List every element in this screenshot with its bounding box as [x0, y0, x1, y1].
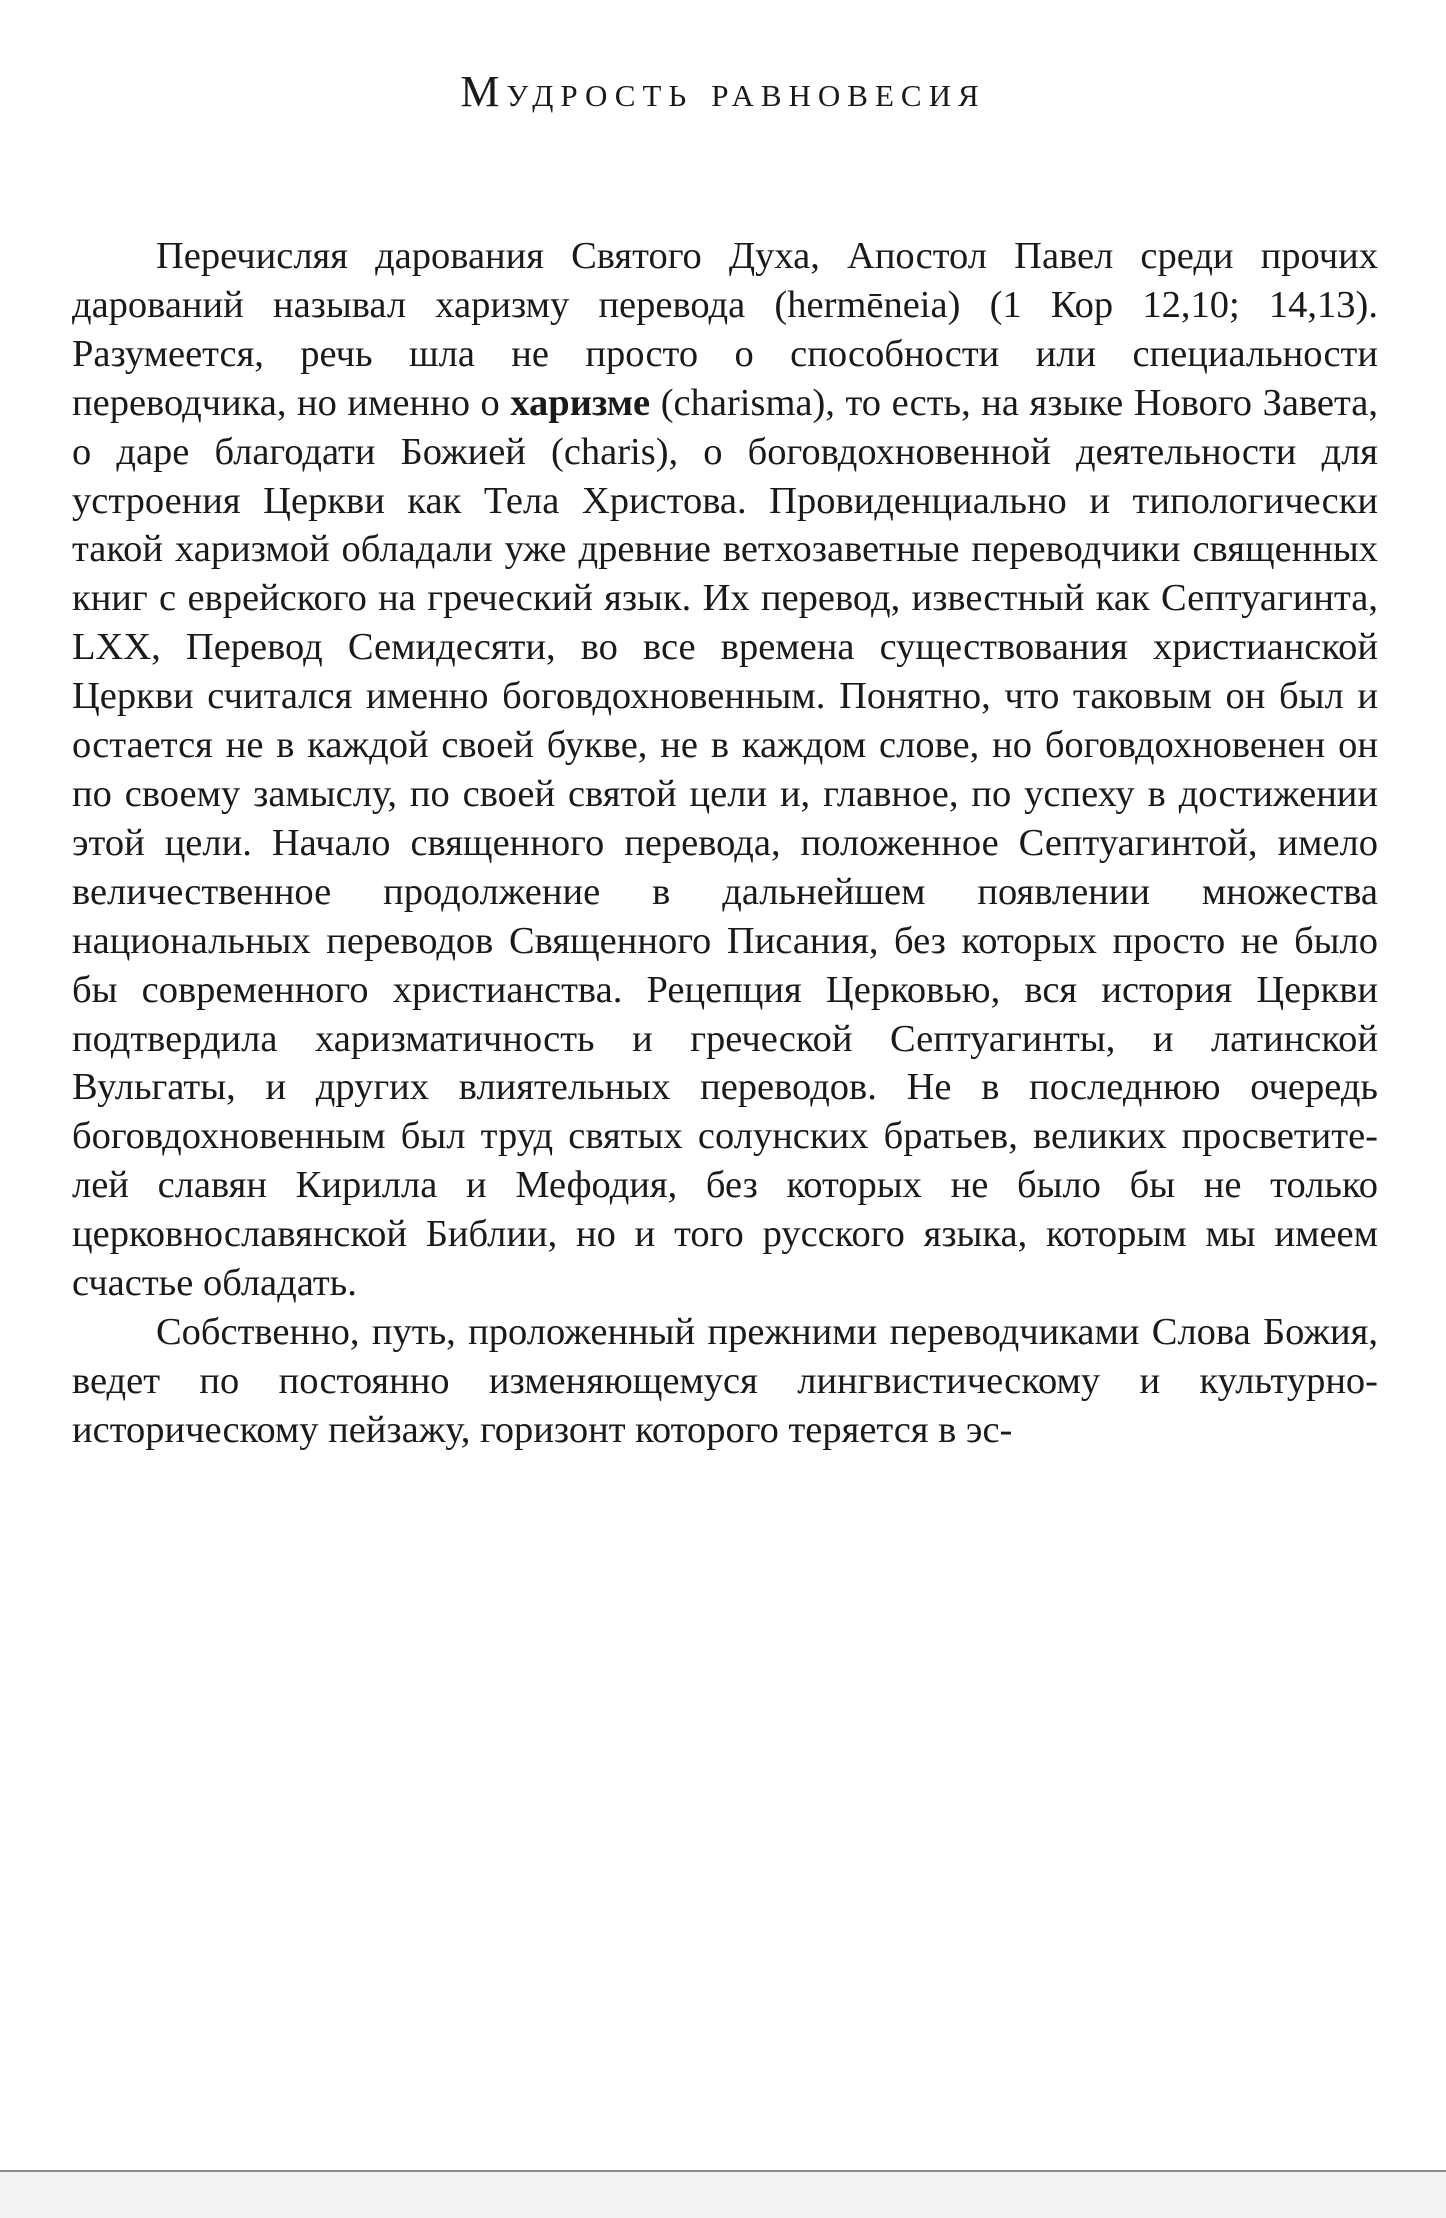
bottom-margin-strip	[0, 2172, 1446, 2218]
running-head: Мудрость равновесия	[460, 67, 986, 116]
paragraph-2: Собственно, путь, проложенный прежними переводчиками Слова Божия, ведет по постоянно изменяющемуся лингвистическому и культурно-историческому пейзажу, горизонт которого теряется в эс-	[72, 1310, 1378, 1451]
paragraph-1	[72, 232, 1378, 1308]
paragraph-1-part-2: (charisma), то есть, на языке Нового Завета, о даре благодати Божией (charis), о боговдохновенной деятельности для устроения Церкви как Тела Христова. Провиденциально и типологически такой харизмой обладали уже древние ветхозаветные переводчики священных книг с еврейского на греческий язык. Их перевод, известный как Септуагинта, LXX, Перевод Семидесяти, во все времена существования христианской Церкви считался именно боговдохновенным. Понятно, что таковым он был и остается не в каждой своей букве, не в каждом слове, но боговдохновенен он по своему замыслу, по своей святой цели и, главное, по успеху в достижении этой цели. Начало священного перевода, положенное Септуагинтой, имело величественное продолжение в дальнейшем появлении множества национальных переводов Священного Писания, без которых просто не было бы современного христианства. Рецепция Церковью, вся история Церкви подтвердила харизматичность и греческой Септуагинты, и латинской Вульгаты, и других влиятельных переводов. Не в последнюю очередь боговдохновенным был труд святых солунских братьев, великих просветителей славян Кирилла и Мефодия, без которых не было бы не только церковнославянской Библии, но и того русского языка, которым мы имеем счастье обладать.	[72, 381, 1378, 1305]
bold-term-charisma: харизме	[510, 381, 651, 424]
body-text	[72, 232, 1378, 1455]
paragraph-1-part-1: Перечисляя дарования Святого Духа, Апостол Павел среди прочих дарований называл харизму перевода (hermēneia) (1 Кор 12,10; 14,13). Разумеется, речь шла не просто о способности или специальности переводчика, но именно о	[72, 235, 1378, 424]
